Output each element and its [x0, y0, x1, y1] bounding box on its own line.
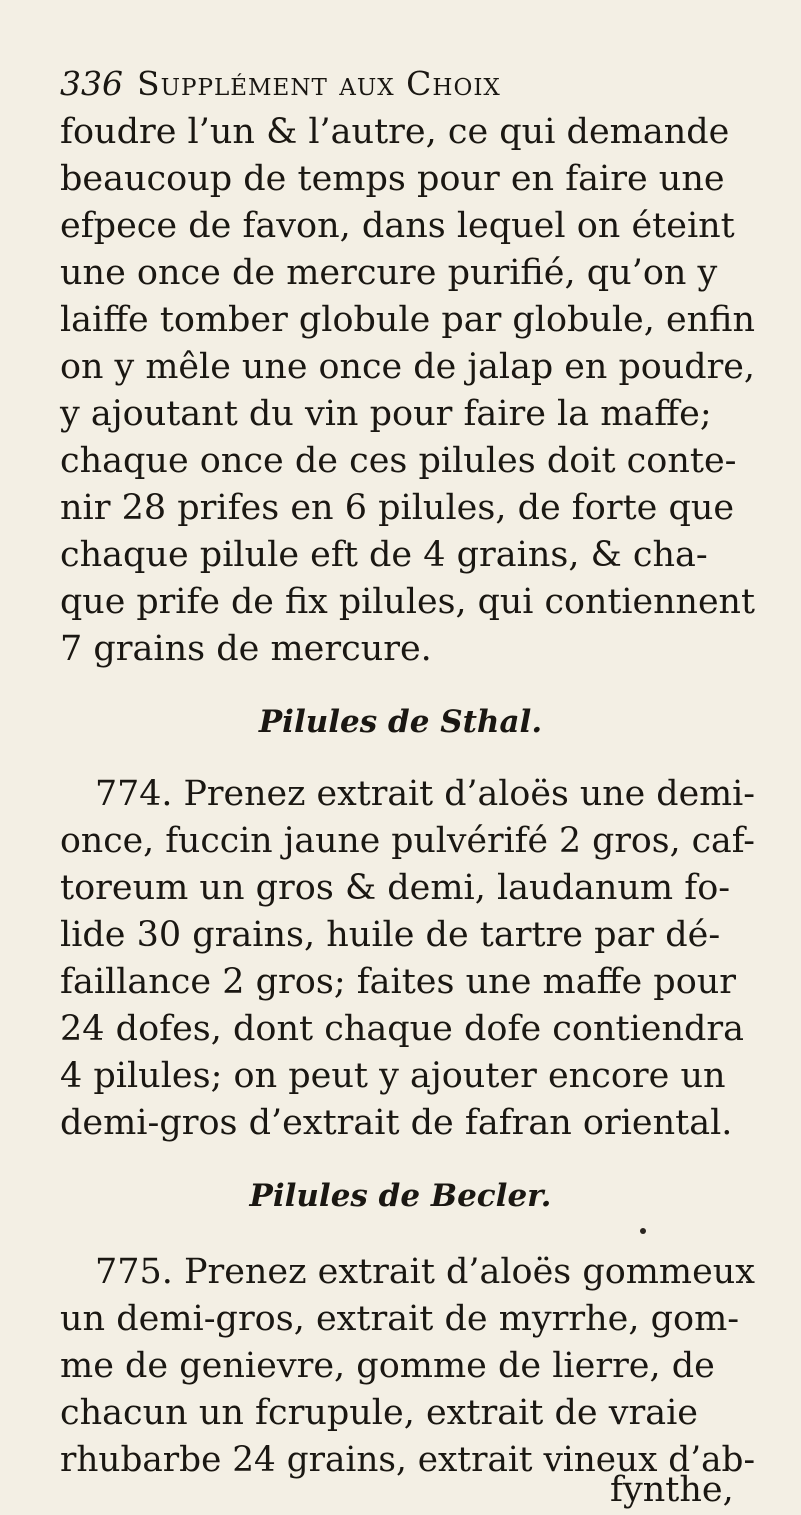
page-number: 336 [60, 64, 123, 103]
text-line: me de genievre, gomme de lierre, de [60, 1346, 715, 1386]
text-line: 775. Prenez extrait d’aloës gommeux [95, 1252, 756, 1292]
text-line: 24 dofes, dont chaque dofe contiendra [60, 1009, 745, 1049]
ink-speck [640, 1228, 646, 1234]
text-line: y ajoutant du vin pour faire la maffe; [60, 394, 712, 434]
text-line: 7 grains de mercure. [60, 629, 432, 669]
text-line: demi-gros d’extrait de fafran oriental. [60, 1103, 733, 1143]
text-line: une once de mercure purifié, qu’on y [60, 253, 718, 293]
text-line: faillance 2 gros; faites une maffe pour [60, 962, 737, 1002]
text-line: once, fuccin jaune pulvérifé 2 gros, caf- [60, 821, 756, 861]
text-line: que prife de fix pilules, qui contiennent [60, 582, 755, 622]
text-line: rhubarbe 24 grains, extrait vineux d’ab- [60, 1440, 756, 1480]
text-line: beaucoup de temps pour en faire une [60, 159, 725, 199]
text-line: un demi-gros, extrait de myrrhe, gom- [60, 1299, 740, 1339]
text-line: chaque pilule eft de 4 grains, & cha- [60, 535, 708, 575]
text-line: lide 30 grains, huile de tartre par dé- [60, 915, 721, 955]
text-line: 774. Prenez extrait d’aloës une demi- [95, 774, 756, 814]
text-line: foudre l’un & l’autre, ce qui demande [60, 112, 730, 152]
text-line: chacun un fcrupule, extrait de vraie [60, 1393, 698, 1433]
text-line: laiffe tomber globule par globule, enfin [60, 300, 755, 340]
catchword-line: fynthe, [610, 1470, 734, 1510]
running-title: Supplément aux Choix [137, 64, 501, 103]
running-head [60, 60, 780, 108]
text-line: chaque once de ces pilules doit conte- [60, 441, 737, 481]
text-line: 4 pilules; on peut y ajouter encore un [60, 1056, 726, 1096]
text-line: efpece de favon, dans lequel on éteint [60, 206, 735, 246]
text-line: nir 28 prifes en 6 pilules, de forte que [60, 488, 735, 528]
section-heading: Pilules de Becler. [249, 1178, 552, 1214]
section-heading: Pilules de Sthal. [258, 704, 543, 740]
text-line: on y mêle une once de jalap en poudre, [60, 347, 755, 387]
text-line: toreum un gros & demi, laudanum fo- [60, 868, 731, 908]
